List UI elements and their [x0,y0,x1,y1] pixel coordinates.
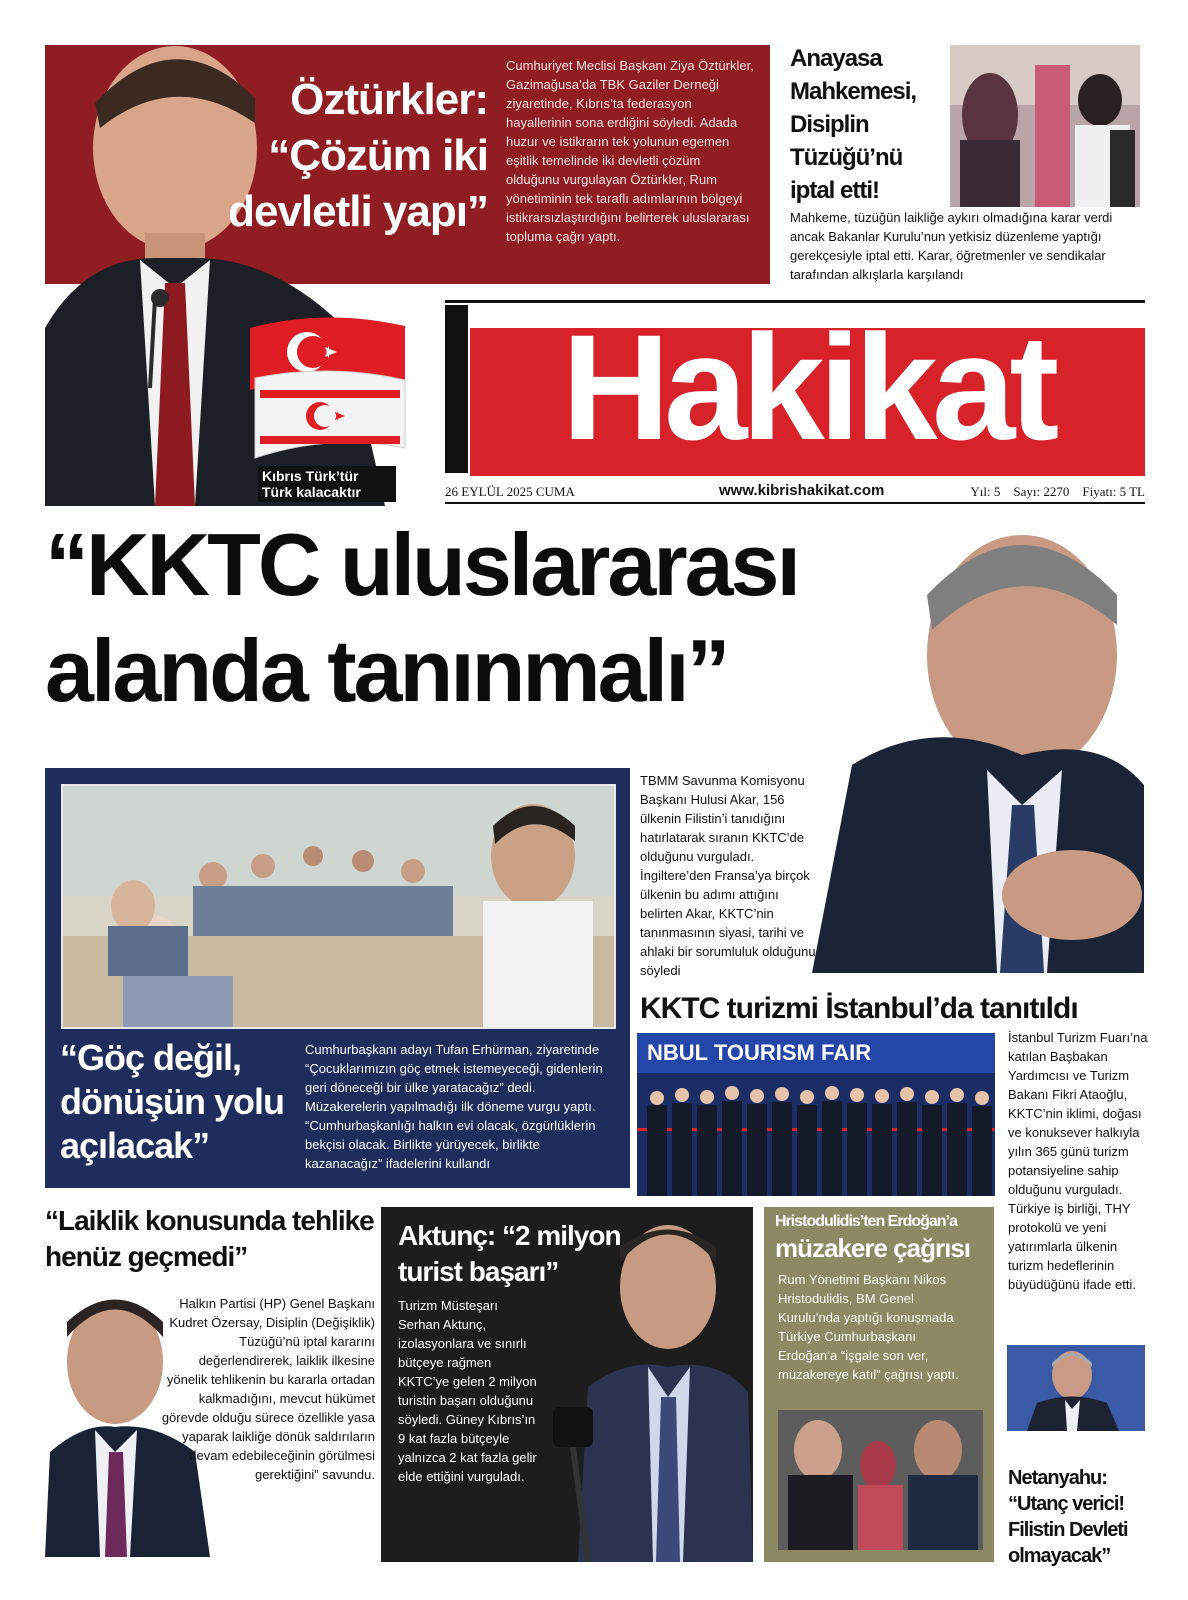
masthead-logo: Hakikat [561,303,1054,471]
hulusi-akar-photo [772,505,1144,973]
schoolchildren-photo [950,45,1140,207]
dateline [445,482,1145,504]
anayasa-body: Mahkeme, tüzüğün laikliğe aykırı olmadığına karar verdi ancak Bakanlar Kurulu’nun yetkisiz düzenleme yaptığı gerekçesiyle iptal etti. Karar, öğretmenler ve sendikalar tarafından alkışlarla karşılandı [790,210,1113,282]
ozturkler-headline-line2: “Çözüm iki [268,131,488,180]
tourism-headline: KKTC turizmi İstanbul’da tanıtıldı [640,992,1078,1025]
ozturkler-headline-line1: Öztürkler: [290,75,488,124]
slogan-line1: Kıbrıs Türk’tür [262,468,359,484]
main-headline-line1: “KKTC uluslararası [45,515,798,614]
goc-body: Cumhurbaşkanı adayı Tufan Erhürman, ziyaretinde “Çocuklarımızın göç etmek istemeyeceği, gidenlerin geri döneceği bir ülke yaratacağız” dedi. Müzakerelerin yapılmadığı ilk döneme vurgu yaptı. “Cumhurbaşkanlığı halkın evi olacak, özgürlüklerin bekçisi olacak. Birlikte yürüyecek, birlikte kazanacağız” ifadelerini kullandı [305,1042,603,1171]
netanyahu-headline: Netanyahu: “Utanç verici! Filistin Devleti olmayacak” [1008,1467,1128,1567]
tourism-body: İstanbul Turizm Fuarı’na katılan Başbakan Yardımcısı ve Turizm Bakanı Fikri Ataoğlu, KKTC’nin iklimi, doğası ve konuksever halkıyla yılın 365 günü turizm potansiyeline sahip olduğunu vurguladı. Türkiye iş birliği, THY protokolü ve yeni yatırımlarla ülkenin turizm hedeflerinin büyüdüğünü ifade etti. [1008,1030,1148,1292]
aktunc-headline: Aktunç: “2 milyon turist başarı” [398,1220,621,1287]
issue-number: Sayı: 2270 [1013,484,1070,499]
netanyahu-photo [1007,1345,1145,1431]
slogan-line2: Türk kalacaktır [262,484,361,500]
tourism-banner-text: NBUL TOURISM FAIR [647,1040,872,1065]
issue-price: Fiyatı: 5 TL [1082,484,1145,499]
main-story-body: TBMM Savunma Komisyonu Başkanı Hulusi Akar, 156 ülkenin Filistin’i tanıdığını hatırlatarak sıranın KKTC’de olduğunu vurguladı. İngiltere’den Fransa’ya birçok ülkenin bu adımı attığını belirten Akar, KKTC’nin tanınmasının siyasi, tarihi ve ahlaki bir sorumluluk olduğunu söyledi [640,773,816,978]
erhurman-visit-photo [61,784,616,1029]
ozturkler-headline [218,72,488,240]
hristodulidis-headline-small: Hristodulidis’ten Erdoğan’a [775,1213,957,1230]
issue-year: Yıl: 5 [970,484,1001,499]
ozturkler-body: Cumhuriyet Meclisi Başkanı Ziya Öztürkler, Gazimağusa’da TBK Gaziler Derneği ziyaretinde, Kıbrıs’ta federasyon hayallerinin sona erdiğini söyledi. Adada huzur ve istikrarın tek yolunun egemen eşitlik temelinde iki devletli çözüm olduğunu vurgulayan Öztürkler, Rum yönetiminin tek taraflı adımlarının bölgeyi istikrarsızlaştırdığını belirterek uluslararası topluma çağrı yaptı. [506,58,754,244]
website-link[interactable]: www.kibrishakikat.com [719,482,885,499]
aktunc-body: Turizm Müsteşarı Serhan Aktunç, izolasyonlara ve sınırlı bütçeye rağmen KKTC’ye gelen 2 milyon turistin başarı olduğunu söyledi. Güney Kıbrıs’ın 9 kat fazla bütçeyle yalnızca 2 kat fazla gelir elde ettiğini vurguladı. [398,1298,537,1484]
hristodulidis-headline [775,1212,990,1264]
ozturkler-headline-line3: devletli yapı” [228,187,488,236]
flags-icon [245,308,410,463]
erdogan-hristodulidis-photo [778,1410,983,1550]
laiklik-headline: “Laiklik konusunda tehlike henüz geçmedi” [45,1205,374,1272]
issue-info [970,484,1145,500]
laiklik-body: Halkın Partisi (HP) Genel Başkanı Kudret Özersay, Disiplin (Değişiklik) Tüzüğü’nü iptal kararını değerlendirerek, laiklik ilkesine yönelik tehlikenin bu kararla ortadan kalkmadığını, mevcut hükümet görevde olduğu sürece özellikle yasa yaparak laikliğe dönük saldırıların devam edebileceğinin görülmesi gerektiğini” savundu. [161,1296,375,1482]
masthead-slogan [258,466,396,502]
anayasa-headline: Anayasa Mahkemesi, Disiplin Tüzüğü’nü iptal etti! [790,45,917,204]
masthead-black-block [445,305,468,473]
issue-date: 26 EYLÜL 2025 CUMA [445,484,575,499]
tourism-fair-photo [637,1033,995,1196]
goc-headline: “Göç değil, dönüşün yolu açılacak” [60,1037,284,1166]
hristodulidis-headline-big: müzakere çağrısı [775,1233,971,1263]
hristodulidis-body: Rum Yönetimi Başkanı Nikos Hristodulidis, BM Genel Kurulu’nda yaptığı konuşmada Türkiye Cumhurbaşkanı Erdoğan’a “işgale son ver, müzakereye katıl” çağrısı yaptı. [778,1272,959,1382]
main-headline-line2: alanda tanınmalı” [45,621,728,720]
